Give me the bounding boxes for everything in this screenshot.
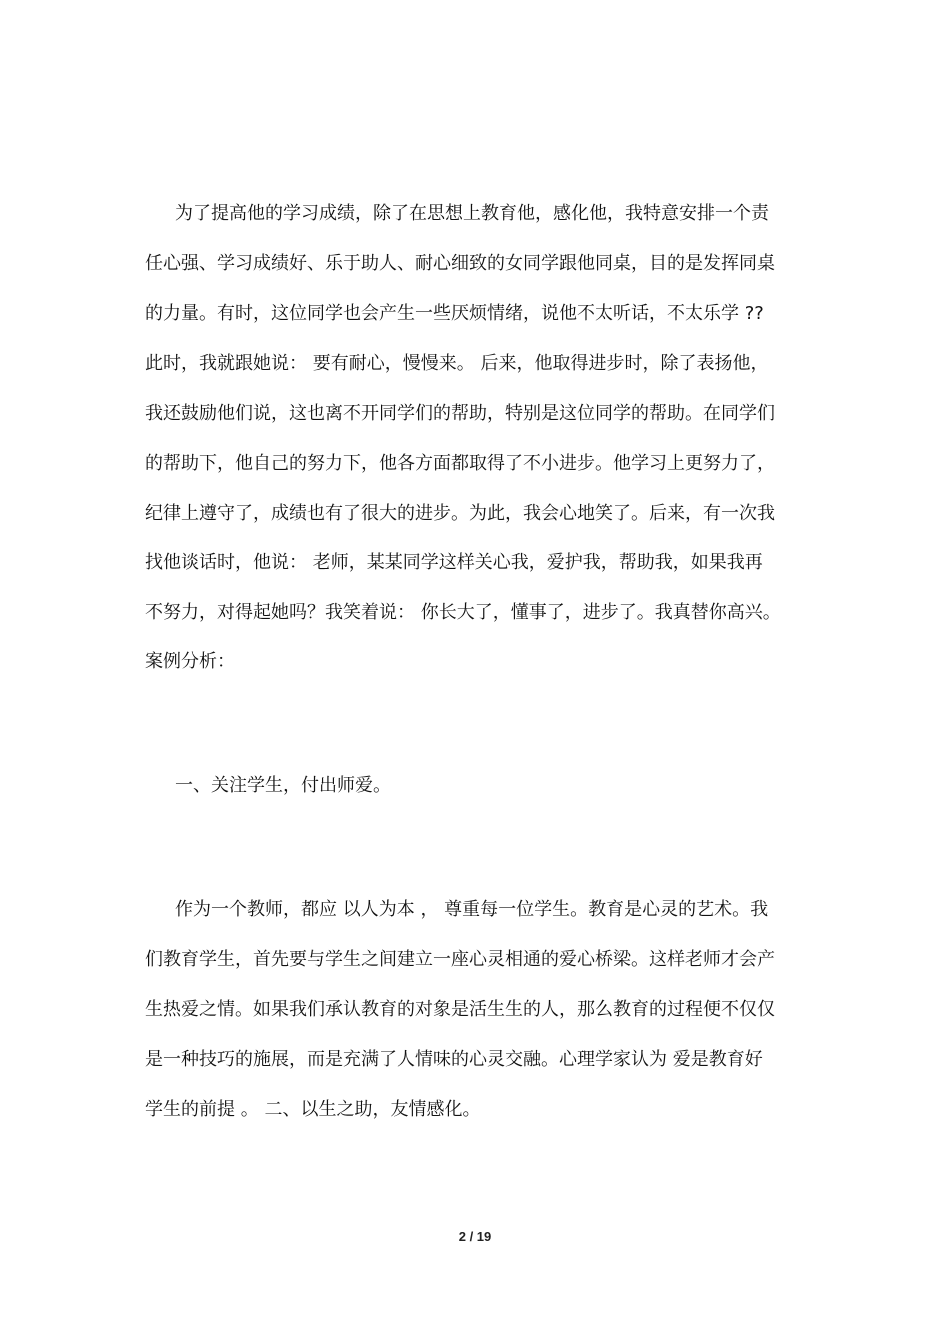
page-number: 2 / 19: [458, 1229, 492, 1244]
paragraph-line: 是一种技巧的施展，而是充满了人情味的心灵交融。心理学家认为 爱是教育好: [145, 1049, 763, 1070]
section-heading: 一、关注学生，付出师爱。: [175, 775, 391, 796]
paragraph-line: 不努力，对得起她吗？我笑着说： 你长大了，懂事了，进步了。我真替你高兴。: [145, 602, 781, 623]
section-label: 案例分析：: [145, 651, 235, 672]
paragraph-line: 此时，我就跟她说： 要有耐心，慢慢来。 后来，他取得进步时，除了表扬他，: [145, 353, 769, 374]
paragraph-line: 学生的前提 。 二、以生之助，友情感化。: [145, 1099, 481, 1120]
paragraph-line: 生热爱之情。如果我们承认教育的对象是活生生的人，那么教育的过程便不仅仅: [145, 999, 775, 1020]
paragraph-line: 的力量。有时，这位同学也会产生一些厌烦情绪，说他不太听话，不太乐学 ??: [145, 303, 764, 324]
paragraph-line: 找他谈话时，他说： 老师，某某同学这样关心我，爱护我，帮助我，如果我再: [145, 552, 763, 573]
paragraph-line: 的帮助下，他自己的努力下，他各方面都取得了不小进步。他学习上更努力了，: [145, 453, 775, 474]
paragraph-line: 作为一个教师，都应 以人为本 ， 尊重每一位学生。教育是心灵的艺术。我: [175, 899, 769, 920]
paragraph-line: 我还鼓励他们说，这也离不开同学们的帮助，特别是这位同学的帮助。在同学们: [145, 403, 775, 424]
paragraph-line: 任心强、学习成绩好、乐于助人、耐心细致的女同学跟他同桌，目的是发挥同桌: [145, 253, 775, 274]
paragraph-line: 纪律上遵守了，成绩也有了很大的进步。为此，我会心地笑了。后来，有一次我: [145, 503, 775, 524]
paragraph-line: 为了提高他的学习成绩，除了在思想上教育他，感化他，我特意安排一个责: [175, 203, 769, 224]
paragraph-line: 们教育学生，首先要与学生之间建立一座心灵相通的爱心桥梁。这样老师才会产: [145, 949, 775, 970]
